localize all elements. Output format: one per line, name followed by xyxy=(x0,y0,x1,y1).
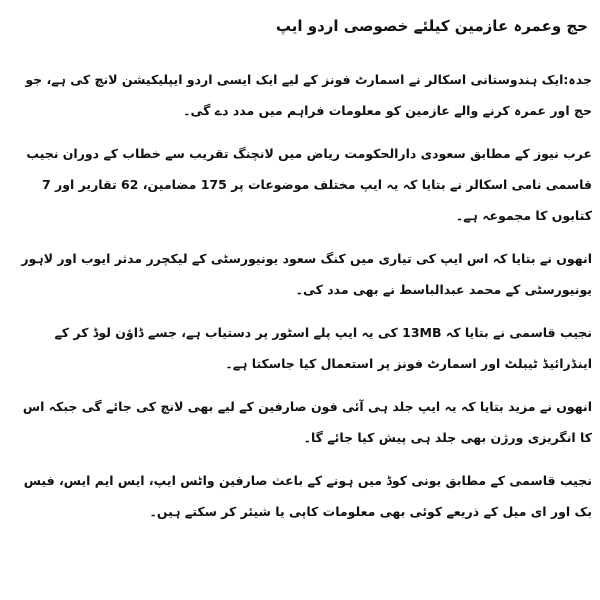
article-paragraph-6: نجیب قاسمی کے مطابق یونی کوڈ میں ہونے کے باعث صارفین واٹس ایپ، ایس ایم ایس، فیس بک اور ای میل کے ذریعے کوئی بھی معلومات کاپی یا شیئر کر سکتے ہیں۔ xyxy=(23,473,592,519)
article-paragraph-1: جدہ:ایک ہندوستانی اسکالر نے اسمارٹ فونز کے لیے ایک ایسی اردو ایپلیکیشن لانچ کی ہے، جو حج اور عمرہ کرنے والے عازمین کو معلومات فراہم میں مدد دے گی۔ xyxy=(25,72,592,118)
article-paragraph-3: انھوں نے بتایا کہ اس ایپ کی تیاری میں کنگ سعود یونیورسٹی کے لیکچرر مدثر ایوب اور لاہور یونیورسٹی کے محمد عبدالباسط نے بھی مدد کی۔ xyxy=(21,251,592,297)
article-paragraph-5: انھوں نے مزید بتایا کہ یہ ایپ جلد ہی آئی فون صارفین کے لیے بھی لانچ کی جائے گی جبکہ اس کا انگریزی ورژن بھی جلد ہی پیش کیا جائے گا۔ xyxy=(22,399,592,445)
article-title: حج وعمرہ عازمین کیلئے خصوصی اردو ایپ xyxy=(275,17,588,35)
article-paragraph-4: نجیب قاسمی نے بتایا کہ 13MB کی یہ ایپ پلے اسٹور پر دستیاب ہے، جسے ڈاؤن لوڈ کر کے اینڈرائیڈ ٹیبلٹ اور اسمارٹ فونز پر استعمال کیا جاسکتا ہے۔ xyxy=(54,325,592,371)
article-paragraph-2: عرب نیوز کے مطابق سعودی دارالحکومت ریاض میں لانچنگ تقریب سے خطاب کے دوران نجیب قاسمی نامی اسکالر نے بتایا کہ یہ ایپ مختلف موضوعات پر 175 مضامین، 62 تقاریر اور 7 کتابوں کا مجموعہ ہے۔ xyxy=(26,146,592,223)
